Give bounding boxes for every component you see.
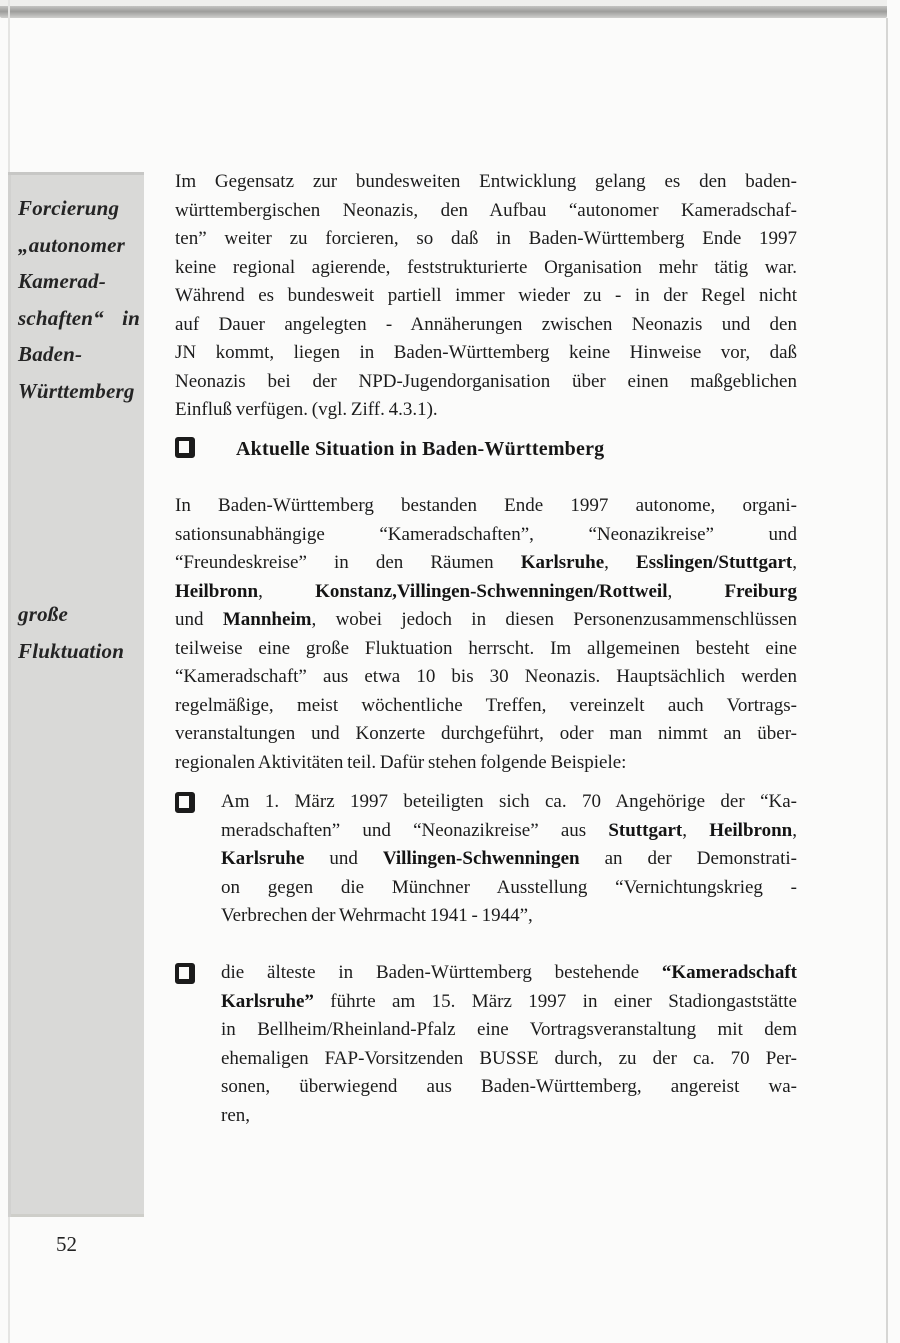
square-bullet-icon — [175, 963, 195, 984]
text-line: regionalen Aktivitäten teil. Dafür stehen folgende Beispiele: — [175, 751, 627, 773]
margin-note-forcierung — [18, 190, 140, 410]
text-line: sationsunabhängige “Kameradschaften”, “Neonazikreise” und — [175, 523, 797, 545]
text-line: württembergischen Neonazis, den Aufbau “autonomer Kameradschaf- — [175, 199, 797, 221]
text-line: Am 1. März 1997 beteiligten sich ca. 70 Angehörige der “Ka- — [221, 791, 797, 812]
text-line: Kamerad- — [18, 269, 106, 294]
text-line: on gegen die Münchner Ausstellung “Vernichtungskrieg - — [221, 876, 797, 898]
text-line: sonen, überwiegend aus Baden-Württemberg, angereist wa- — [221, 1076, 797, 1097]
list-item-demonstration-text — [221, 788, 797, 931]
list-item-kameradschaft-karlsruhe-text — [221, 959, 797, 1130]
text-line: auf Dauer angelegten - Annäherungen zwischen Neonazis und den — [175, 313, 797, 335]
text-line: Karlsruhe” führte am 15. März 1997 in einer Stadiongaststätte — [221, 990, 797, 1012]
square-bullet-icon — [175, 437, 195, 458]
text-line: meradschaften” und “Neonazikreise” aus Stuttgart, Heilbronn, — [221, 819, 797, 841]
text-line: Im Gegensatz zur bundesweiten Entwicklung gelang es den baden- — [175, 171, 797, 192]
text-line: Während es bundesweit partiell immer wieder zu - in der Regel nicht — [175, 285, 797, 306]
text-line: Verbrechen der Wehrmacht 1941 - 1944”, — [221, 905, 533, 926]
text-line: ehemaligen FAP-Vorsitzenden BUSSE durch, zu der ca. 70 Per- — [221, 1047, 797, 1069]
text-line: „autonomer — [18, 232, 126, 257]
list-item-kameradschaft-karlsruhe — [175, 959, 797, 1130]
text-line: “Kameradschaft” aus etwa 10 bis 30 Neonazis. Hauptsächlich werden — [175, 666, 797, 687]
square-bullet-icon — [175, 792, 195, 813]
section-heading — [175, 436, 797, 462]
text-line: teilweise eine große Fluktuation herrscht. Im allgemeinen besteht eine — [175, 637, 797, 659]
margin-note-fluktuation — [18, 596, 140, 669]
text-line: die älteste in Baden-Württemberg bestehende “Kameradschaft — [221, 962, 797, 983]
text-line: große — [18, 602, 68, 626]
scan-top-edge-bar — [0, 6, 887, 18]
text-line: Fluktuation — [18, 638, 125, 663]
text-line: In Baden-Württemberg bestanden Ende 1997 autonome, organi- — [175, 495, 797, 516]
text-line: in Bellheim/Rheinland-Pfalz eine Vortragsveranstaltung mit dem — [221, 1019, 797, 1040]
paragraph-situation — [175, 492, 797, 777]
text-line: JN kommt, liegen in Baden-Württemberg keine Hinweise vor, daß — [175, 342, 797, 363]
text-line: Württemberg — [18, 378, 135, 403]
page-number: 52 — [56, 1232, 77, 1256]
scan-right-edge-line — [886, 18, 888, 1343]
text-line: keine regional agierende, feststrukturierte Organisation mehr tätig war. — [175, 256, 797, 278]
text-line: Karlsruhe und Villingen-Schwenningen an der Demonstrati- — [221, 848, 797, 869]
text-line: regelmäßige, meist wöchentliche Treffen, vereinzelt auch Vortrags- — [175, 694, 797, 716]
text-line: Baden- — [18, 342, 83, 367]
text-line: Einfluß verfügen. (vgl. Ziff. 4.3.1). — [175, 399, 438, 420]
text-line: ten” weiter zu forcieren, so daß in Baden-Württemberg Ende 1997 — [175, 228, 797, 249]
text-line: Heilbronn, Konstanz,Villingen-Schwenningen/Rottweil, Freiburg — [175, 580, 797, 602]
text-line: ren, — [221, 1104, 251, 1126]
text-line: Neonazis bei der NPD-Jugendorganisation über einen maßgeblichen — [175, 370, 797, 392]
list-item-demonstration — [175, 788, 797, 931]
text-line: schaften“ in — [18, 305, 140, 330]
text-line: und Mannheim, wobei jedoch in diesen Personenzusammenschlüssen — [175, 609, 797, 630]
text-line: “Freundeskreise” in den Räumen Karlsruhe, Esslingen/Stuttgart, — [175, 552, 798, 573]
section-heading-text: Aktuelle Situation in Baden-Württemberg — [236, 438, 605, 460]
paragraph-intro — [175, 168, 797, 425]
text-line: veranstaltungen und Konzerte durchgeführt, oder man nimmt an über- — [175, 723, 797, 744]
text-line: Forcierung — [18, 196, 120, 220]
